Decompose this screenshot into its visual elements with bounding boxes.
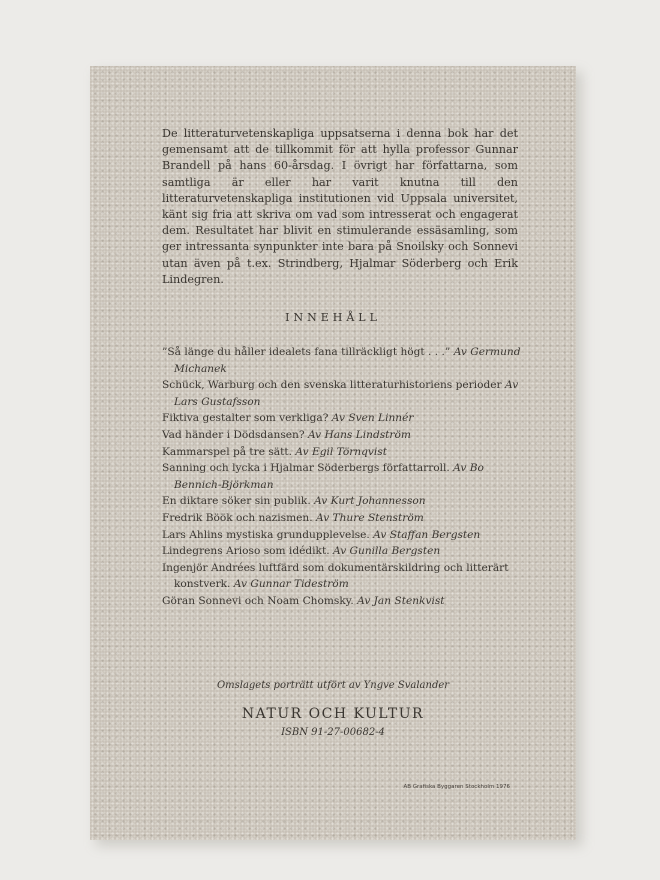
cover-credit: Omslagets porträtt utfört av Yngve Svalander bbox=[216, 680, 450, 691]
toc-list bbox=[162, 344, 522, 610]
toc-author: Av Sven Linnér bbox=[331, 412, 414, 425]
toc-title: Ingenjör Andrées luftfärd som dokumentärskildring och litterärt konstverk. bbox=[162, 561, 509, 591]
toc-heading: INNEHÅLL bbox=[285, 311, 381, 324]
toc-entry bbox=[162, 444, 522, 461]
toc-entry bbox=[162, 377, 522, 410]
printer-imprint: AB Grafiska Byggaren Stockholm 1976 bbox=[403, 784, 510, 790]
toc-author: Av Germund Michanek bbox=[174, 346, 521, 375]
toc-title: Lars Ahlins mystiska grundupplevelse. bbox=[162, 528, 370, 541]
toc-entry bbox=[162, 510, 522, 527]
toc-entry bbox=[162, 593, 522, 610]
toc-entry bbox=[162, 527, 522, 544]
toc-author: Av Hans Lindström bbox=[307, 428, 411, 441]
toc-title: Fredrik Böök och nazismen. bbox=[162, 511, 313, 524]
toc-title: Kammarspel på tre sätt. bbox=[162, 445, 293, 458]
toc-entry bbox=[162, 410, 522, 427]
toc-title: Göran Sonnevi och Noam Chomsky. bbox=[162, 594, 354, 607]
toc-title: Vad händer i Dödsdansen? bbox=[162, 428, 305, 441]
toc-author: Av Jan Stenkvist bbox=[357, 594, 445, 607]
toc-author: Av Kurt Johannesson bbox=[314, 495, 426, 508]
toc-title: En diktare söker sin publik. bbox=[162, 495, 311, 508]
toc-entry bbox=[162, 543, 522, 560]
toc-author: Av Gunnar Tideström bbox=[233, 578, 349, 591]
toc-author: Av Gunilla Bergsten bbox=[332, 545, 441, 558]
toc-title: ”Så länge du håller idealets fana tillräckligt högt . . .” bbox=[162, 346, 451, 358]
isbn: ISBN 91-27-00682-4 bbox=[281, 727, 385, 738]
toc-author: Av Staffan Bergsten bbox=[373, 528, 481, 541]
toc-entry bbox=[162, 427, 522, 444]
toc-title: Schück, Warburg och den svenska litteraturhistoriens perioder bbox=[162, 379, 502, 392]
toc-title: Sanning och lycka i Hjalmar Söderbergs författarroll. bbox=[162, 462, 450, 475]
toc-author: Av Egil Törnqvist bbox=[295, 445, 387, 458]
book-back-cover bbox=[90, 66, 576, 840]
toc-entry bbox=[162, 344, 522, 377]
toc-entry bbox=[162, 493, 522, 510]
toc-entry bbox=[162, 560, 522, 593]
publisher-name: NATUR OCH KULTUR bbox=[241, 706, 425, 722]
toc-author: Av Thure Stenström bbox=[315, 511, 424, 524]
toc-author: Av Lars Gustafsson bbox=[174, 379, 519, 408]
blurb-text: De litteraturvetenskapliga uppsatserna i denna bok har det gemensamt att de tillkommit för att hylla professor Gunnar Brandell på hans 60-årsdag. I övrigt har författarna, som samtliga är eller har varit knutna till den litteraturvetenskapliga institutionen vid Uppsala universitet, känt sig fria att skriva om vad som intresserat och engagerat dem. Resultatet har blivit en stimulerande essäsamling, som ger intressanta synpunkter inte bara på Snoilsky och Sonnevi utan även på t.ex. Strindberg, Hjalmar Söderberg och Erik Lindegren. bbox=[162, 127, 518, 286]
toc-author: Av Bo Bennich-Björkman bbox=[174, 462, 484, 491]
toc-title: Lindegrens Arioso som idédikt. bbox=[162, 545, 330, 558]
toc-title: Fiktiva gestalter som verkliga? bbox=[162, 412, 329, 425]
toc-entry bbox=[162, 460, 522, 493]
